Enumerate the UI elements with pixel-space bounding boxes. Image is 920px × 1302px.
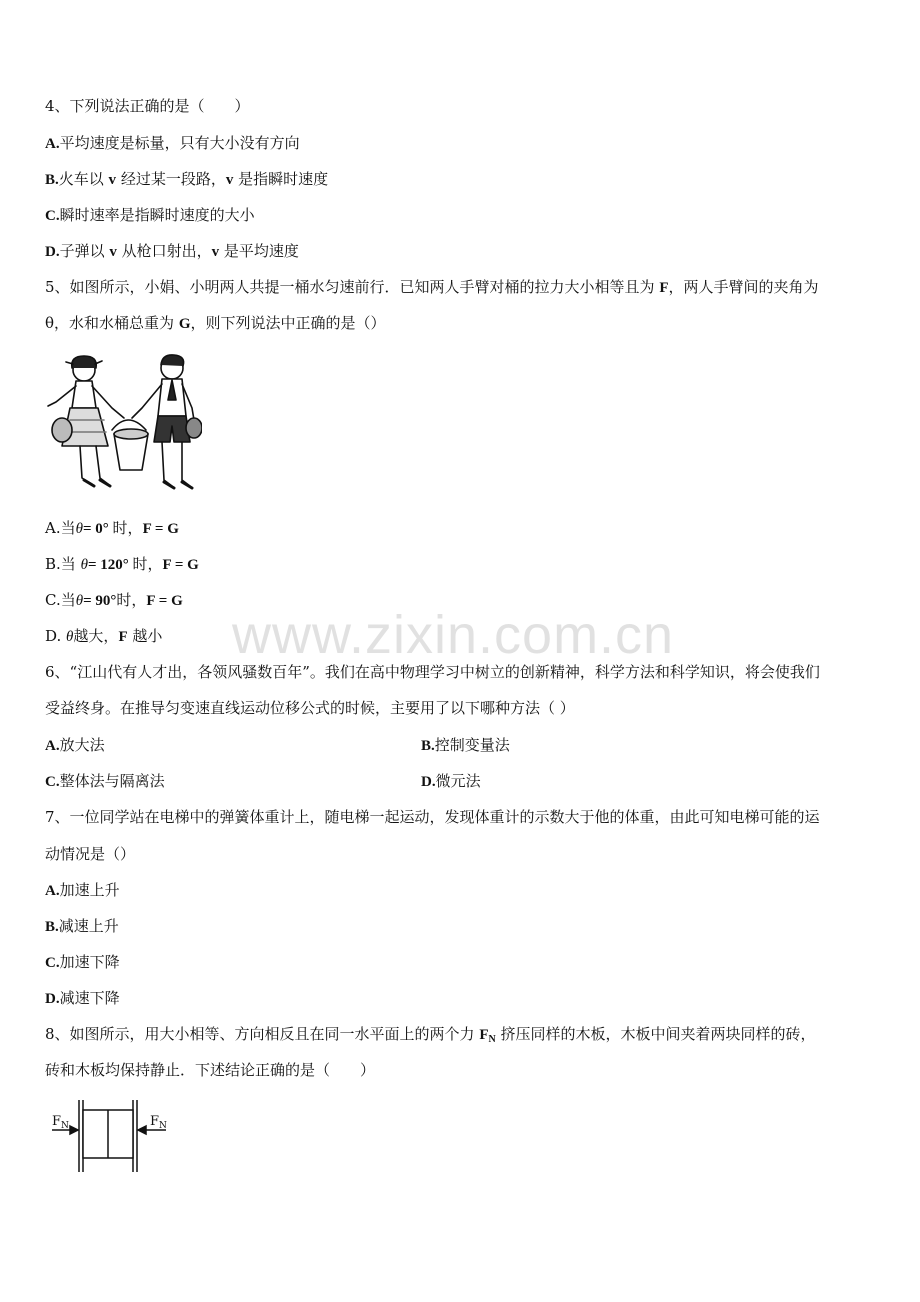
force-symbol: F bbox=[479, 1027, 489, 1043]
var-v: v bbox=[108, 172, 117, 188]
option-letter: C. bbox=[45, 208, 60, 224]
watermark: www.zixin.com.cn bbox=[232, 605, 675, 665]
option-text: 从枪口射出， bbox=[116, 242, 212, 260]
option-text: 微元法 bbox=[435, 772, 481, 790]
force-subscript: N bbox=[488, 1034, 496, 1045]
q6-stem-line1: 6、“江山代有人才出，各领风骚数百年”。我们在高中物理学习中树立的创新精神，科学方法和科学知识，将会使我们 bbox=[45, 663, 820, 681]
stem-text: 8、如图所示，用大小相等、方向相反且在同一水平面上的两个力 bbox=[45, 1025, 480, 1043]
q4-option-c bbox=[45, 205, 255, 226]
q5-option-d bbox=[45, 626, 162, 647]
option-letter: D. bbox=[421, 774, 436, 790]
option-letter: D. bbox=[45, 627, 62, 645]
option-text: 越小 bbox=[127, 627, 163, 645]
option-text: 加速上升 bbox=[59, 881, 120, 899]
stem-text: θ，水和水桶总重为 bbox=[45, 314, 179, 332]
option-text: 时， bbox=[116, 591, 147, 609]
option-letter: B. bbox=[45, 919, 59, 935]
q5-figure-children-bucket bbox=[42, 350, 202, 502]
option-letter: C. bbox=[45, 591, 61, 609]
condition: = 120° bbox=[87, 557, 133, 573]
var-theta: θ bbox=[75, 521, 83, 537]
option-text: 当 bbox=[60, 519, 76, 537]
q4-stem: 4、下列说法正确的是（ ） bbox=[45, 97, 250, 115]
q7-option-a bbox=[45, 880, 120, 901]
option-letter: B. bbox=[45, 172, 59, 188]
q7-option-d bbox=[45, 988, 120, 1009]
stem-text: 挤压同样的木板，木板中间夹着两块同样的砖， bbox=[495, 1025, 816, 1043]
var-theta: θ bbox=[75, 593, 84, 609]
var-theta: θ bbox=[66, 629, 74, 645]
q7-option-b bbox=[45, 916, 119, 937]
option-text: 控制变量法 bbox=[434, 736, 510, 754]
q4-option-a bbox=[45, 133, 300, 154]
var-v: v bbox=[225, 172, 234, 188]
q5-option-a bbox=[45, 518, 179, 539]
q5-option-b bbox=[45, 554, 199, 575]
option-text: 经过某一段路， bbox=[116, 170, 226, 188]
option-text: 瞬时速率是指瞬时速度的大小 bbox=[59, 206, 255, 224]
q6-option-a bbox=[45, 735, 105, 756]
var-v: v bbox=[211, 244, 220, 260]
option-letter: B. bbox=[45, 555, 61, 573]
option-text: 减速上升 bbox=[58, 917, 119, 935]
option-letter: C. bbox=[45, 955, 60, 971]
option-letter: A. bbox=[45, 136, 60, 152]
stem-text: 5、如图所示，小娟、小明两人共提一桶水匀速前行．已知两人手臂对桶的拉力大小相等且为 bbox=[45, 278, 660, 296]
result: F = G bbox=[142, 521, 179, 537]
stem-text: ，则下列说法中正确的是（） bbox=[190, 314, 386, 332]
force-FN bbox=[479, 1027, 495, 1043]
option-letter: A. bbox=[45, 738, 60, 754]
option-letter: A. bbox=[45, 883, 60, 899]
q6-stem-line2: 受益终身。在推导匀变速直线运动位移公式的时候，主要用了以下哪种方法（ ） bbox=[45, 699, 575, 717]
left-force-label: $F_N$ bbox=[52, 1114, 69, 1131]
option-text: 火车以 bbox=[58, 170, 109, 188]
option-letter: C. bbox=[45, 774, 60, 790]
q4-option-b bbox=[45, 169, 328, 190]
option-letter: A. bbox=[45, 519, 61, 537]
q5-stem-line2 bbox=[45, 313, 386, 334]
q7-option-c bbox=[45, 952, 120, 973]
result: F = G bbox=[162, 557, 199, 573]
option-text: 整体法与隔离法 bbox=[59, 772, 165, 790]
option-text: 平均速度是标量，只有大小没有方向 bbox=[59, 134, 300, 152]
var-F: F bbox=[118, 629, 128, 645]
q8-stem-line2: 砖和木板均保持静止．下述结论正确的是（ ） bbox=[45, 1061, 376, 1079]
var-G: G bbox=[178, 316, 191, 332]
option-text: 是平均速度 bbox=[219, 242, 299, 260]
option-letter: D. bbox=[45, 244, 60, 260]
option-text: 越大， bbox=[73, 627, 119, 645]
q5-stem-line1 bbox=[45, 277, 819, 298]
q4-option-d bbox=[45, 241, 299, 262]
stem-text: ，两人手臂间的夹角为 bbox=[668, 278, 819, 296]
var-v: v bbox=[109, 244, 117, 260]
result: F = G bbox=[146, 593, 183, 609]
option-letter: B. bbox=[421, 738, 435, 754]
option-text: 时， bbox=[112, 519, 143, 537]
q5-option-c bbox=[45, 590, 183, 611]
var-theta: θ bbox=[80, 557, 88, 573]
option-text: 放大法 bbox=[59, 736, 105, 754]
option-letter: D. bbox=[45, 991, 60, 1007]
q7-stem-line1: 7、一位同学站在电梯中的弹簧体重计上，随电梯一起运动，发现体重计的示数大于他的体重，由此可知电梯可能的运 bbox=[45, 808, 820, 826]
right-force-label: $F_N$ bbox=[150, 1114, 167, 1131]
option-text: 加速下降 bbox=[59, 953, 120, 971]
q6-option-b bbox=[421, 735, 510, 756]
option-text: 子弹以 bbox=[59, 242, 110, 260]
condition: = 0° bbox=[83, 521, 113, 537]
var-F: F bbox=[659, 280, 669, 296]
q7-stem-line2: 动情况是（） bbox=[45, 845, 136, 863]
condition: = 90° bbox=[83, 593, 117, 609]
option-text: 时， bbox=[132, 555, 163, 573]
q6-option-c bbox=[45, 771, 165, 792]
q8-figure-boards-bricks bbox=[48, 1096, 178, 1176]
option-text: 是指瞬时速度 bbox=[233, 170, 329, 188]
option-text: 当 bbox=[60, 555, 81, 573]
q6-option-d bbox=[421, 771, 481, 792]
option-text: 当 bbox=[60, 591, 76, 609]
q8-stem-line1 bbox=[45, 1024, 816, 1050]
option-text: 减速下降 bbox=[59, 989, 120, 1007]
